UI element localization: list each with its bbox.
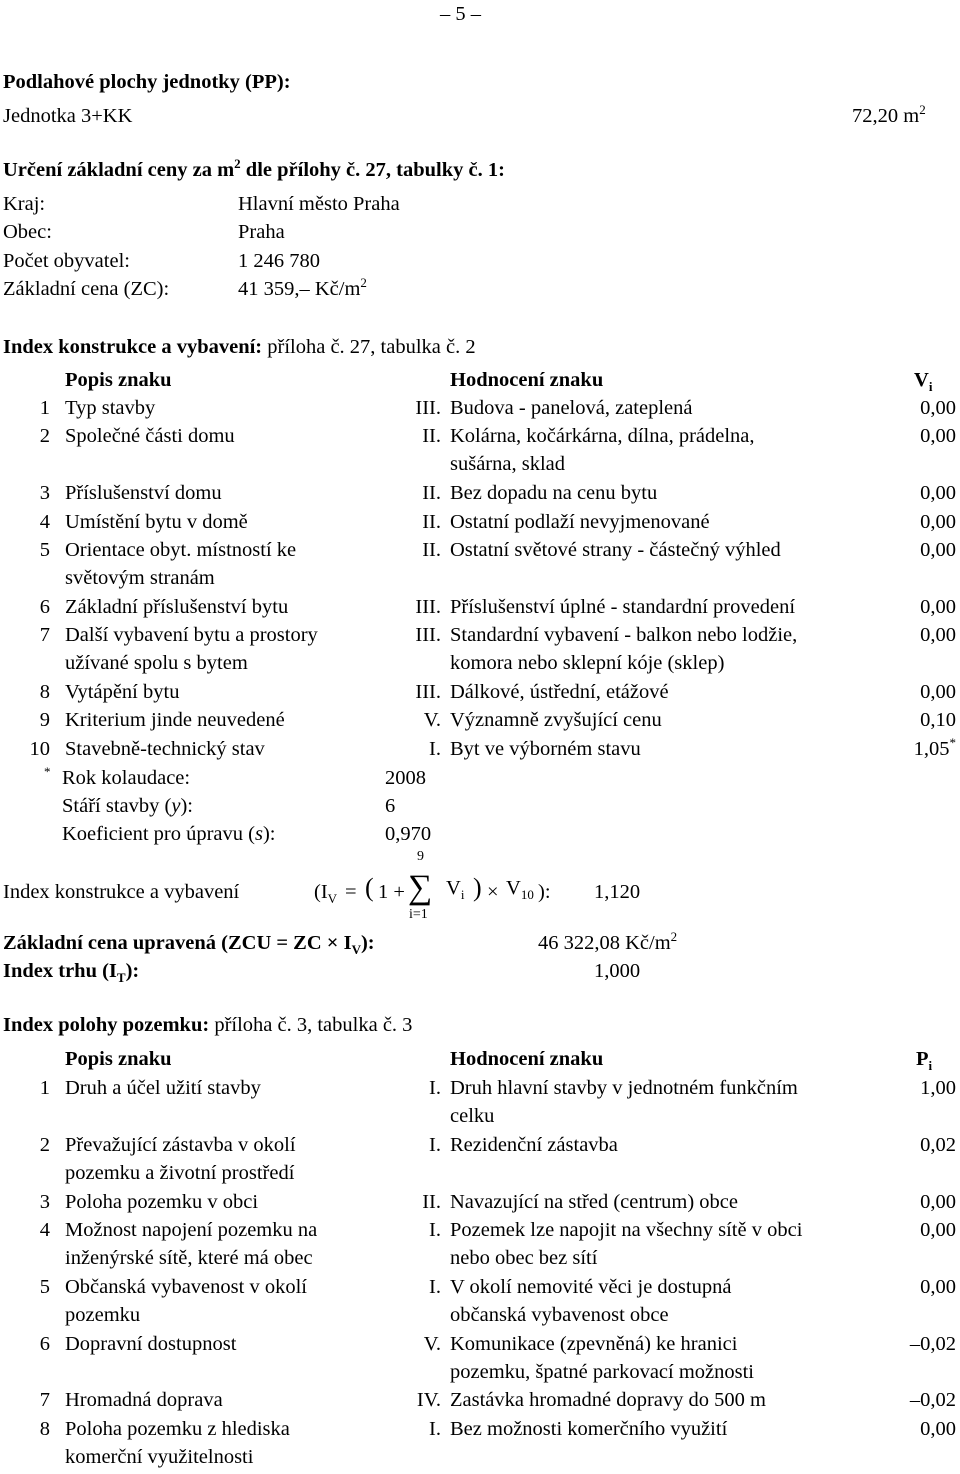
ip-row-name-line: Poloha pozemku v obci — [65, 1190, 259, 1213]
ik-heading: Index konstrukce a vybavení: příloha č. 27, tabulka č. 2 — [3, 336, 476, 358]
ip-row-desc-line: pozemku, špatné parkovací možnosti — [450, 1360, 754, 1383]
ik-row-value-text: 0,00 — [920, 595, 956, 618]
ip-heading: Index polohy pozemku: příloha č. 3, tabulka č. 3 — [3, 1014, 413, 1036]
base-heading: Určení základní ceny za $m^2$ dle přílohy č. 27, tabulky č. 1: — [3, 156, 505, 181]
ip-row-name-line: Druh a účel užití stavby — [65, 1077, 261, 1099]
ip-row-grade: IV. — [416, 1389, 441, 1412]
ik-row-desc — [450, 394, 880, 422]
formula-v10: $V_{10}$ — [506, 877, 534, 903]
ik-row-desc — [450, 678, 880, 706]
ik-row-desc-line: Ostatní světové strany - částečný výhled — [450, 539, 781, 561]
base-label: Kraj: — [3, 193, 46, 215]
ip-row-grade: I. — [429, 1417, 441, 1440]
ik-row — [0, 394, 960, 422]
ip-row-desc-line: Zastávka hromadné dopravy do 500 m — [450, 1389, 766, 1412]
ip-row-number: 1 — [39, 1077, 50, 1099]
ik-row-value — [860, 536, 956, 564]
ip-row-number: 5 — [39, 1275, 50, 1298]
ik-row-name-line: Orientace obyt. místností ke — [65, 539, 297, 561]
ik-row-desc-line: Budova - panelová, zateplená — [450, 397, 693, 419]
kolaudace-value: 2008 — [385, 767, 426, 789]
ip-row-desc — [450, 1216, 880, 1272]
ik-row-desc-line: Ostatní podlaží nevyjmenované — [450, 510, 710, 533]
formula-paren-open: ( — [365, 873, 374, 902]
note-star: * — [44, 764, 51, 779]
ip-row-name-line: Občanská vybavenost v okolí — [65, 1275, 307, 1298]
ip-row-desc-line: Druh hlavní stavby v jednotném funkčním — [450, 1077, 798, 1099]
ip-row-desc-line: Rezidenční zástavba — [450, 1133, 618, 1156]
ip-row-value-text: –0,02 — [909, 1332, 956, 1355]
ik-row-desc — [450, 508, 880, 536]
ip-row-name-line: Možnost napojení pozemku na — [65, 1219, 318, 1241]
ik-row-desc — [450, 735, 880, 763]
ik-row-number: 3 — [39, 482, 50, 505]
ip-row — [0, 1386, 960, 1414]
ip-row — [0, 1188, 960, 1216]
base-value-sup: 2 — [360, 275, 367, 291]
ik-row-value — [860, 508, 956, 536]
ik-row-name-line: Společné části domu — [65, 425, 235, 448]
ik-row-number: 8 — [39, 681, 50, 703]
sum-sign: ∑ — [408, 869, 433, 906]
ik-row-desc-line: Významně zvyšující cenu — [450, 709, 662, 732]
ik-row-desc — [450, 706, 880, 734]
ip-col-popis: Popis znaku — [65, 1048, 172, 1070]
ik-row-number: 9 — [39, 709, 50, 732]
ip-row-name-line: komerční využitelnosti — [65, 1445, 254, 1468]
formula-paren-close: ) — [473, 873, 482, 902]
ip-row-value-text: 1,00 — [920, 1077, 956, 1099]
ik-row-value-text: 1,05 — [913, 737, 950, 760]
ik-row-name-line: Stavebně-technický stav — [65, 737, 265, 760]
base-value — [238, 218, 285, 246]
ip-row-name-line: pozemku a životní prostředí — [65, 1161, 295, 1184]
ip-row-value-text: 0,00 — [920, 1190, 956, 1213]
ip-col-p: $P_i$ — [916, 1048, 933, 1074]
ip-row-desc — [450, 1330, 880, 1386]
ik-row-value — [860, 621, 956, 649]
koef-label: Koeficient pro úpravu (s): — [62, 823, 276, 845]
ip-row — [0, 1330, 960, 1386]
ik-row-name-line: Kriterium jinde neuvedené — [65, 709, 285, 732]
ip-row-grade: V. — [423, 1332, 441, 1355]
ip-row — [0, 1074, 960, 1130]
pp-heading: Podlahové plochy jednotky (PP): — [3, 71, 291, 93]
base-label: Obec: — [3, 221, 52, 243]
ik-row-desc-line: Kolárna, kočárkárna, dílna, prádelna, — [450, 425, 755, 448]
ip-row-desc — [450, 1074, 880, 1130]
ik-row — [0, 735, 960, 763]
ik-row-grade: III. — [415, 624, 441, 647]
sum-top: 9 — [417, 849, 424, 864]
ip-row-desc-line: celku — [450, 1105, 495, 1127]
ik-row-grade: III. — [415, 595, 441, 618]
sum-bottom: i=1 — [409, 907, 428, 922]
ik-row-number: 10 — [29, 737, 50, 760]
ik-row-name-line: Typ stavby — [65, 397, 156, 419]
ik-row-value — [860, 678, 956, 706]
ik-row-desc — [450, 479, 880, 507]
ik-row-number: 7 — [39, 624, 50, 647]
ik-row-desc — [450, 536, 880, 564]
ip-row-number: 2 — [39, 1133, 50, 1156]
ik-row-grade: III. — [415, 681, 441, 703]
ip-row — [0, 1131, 960, 1187]
ip-row-desc — [450, 1273, 880, 1329]
ik-row-name-line: Další vybavení bytu a prostory — [65, 624, 318, 647]
ip-row-desc-line: V okolí nemovité věci je dostupná — [450, 1275, 732, 1298]
ik-row-desc-line: Byt ve výborném stavu — [450, 737, 641, 760]
ik-row-grade: II. — [422, 510, 441, 533]
ip-row-value — [860, 1216, 956, 1244]
ip-row-name-line: Převažující zástavba v okolí — [65, 1133, 296, 1156]
ip-row-value — [860, 1188, 956, 1216]
trh-value: 1,000 — [594, 960, 641, 982]
ik-row-number: 1 — [39, 397, 50, 419]
ip-row-value — [860, 1386, 956, 1414]
ik-row-name-line: Umístění bytu v domě — [65, 510, 248, 533]
ik-row-value-text: 0,00 — [920, 624, 956, 647]
ik-row-name-line: užívané spolu s bytem — [65, 652, 248, 675]
ip-row-name-line: Dopravní dostupnost — [65, 1332, 237, 1355]
ik-row-name-line: světovým stranám — [65, 567, 215, 589]
unit-area: 72,20 $m^2$ — [852, 102, 926, 127]
ik-row-desc-line: Příslušenství úplné - standardní provedení — [450, 595, 796, 618]
ip-row-grade: I. — [429, 1077, 441, 1099]
ip-row-name-line: pozemku — [65, 1303, 141, 1326]
ik-row-grade: I. — [429, 737, 441, 760]
ik-row-grade: II. — [422, 425, 441, 448]
ik-row-value — [860, 479, 956, 507]
ik-row — [0, 621, 960, 677]
ik-row-value — [860, 735, 956, 763]
ik-row-desc-line: Standardní vybavení - balkon nebo lodžie, — [450, 624, 798, 647]
ik-row-number: 2 — [39, 425, 50, 448]
formula-vi: $V_i$ — [446, 877, 465, 903]
ip-row-desc-line: Navazující na střed (centrum) obce — [450, 1190, 739, 1213]
ik-row-name-line: Příslušenství domu — [65, 482, 222, 505]
ip-row-name-line: Hromadná doprava — [65, 1389, 223, 1412]
ik-row-grade: II. — [422, 482, 441, 505]
unit-label: Jednotka 3+KK — [3, 105, 133, 127]
ik-col-popis: Popis znaku — [65, 369, 172, 391]
ip-row-value — [860, 1330, 956, 1358]
ip-row-number: 7 — [39, 1389, 50, 1412]
ik-row-value-text: 0,00 — [920, 425, 956, 448]
ip-row-grade: I. — [429, 1275, 441, 1298]
ip-row-value — [860, 1074, 956, 1102]
ip-row-number: 4 — [39, 1219, 50, 1241]
ik-row-desc-line: sušárna, sklad — [450, 453, 566, 476]
koef-value: 0,970 — [385, 823, 432, 845]
ik-row-value — [860, 593, 956, 621]
ik-row-number: 6 — [39, 595, 50, 618]
ik-row — [0, 706, 960, 734]
ik-row-grade: II. — [422, 539, 441, 561]
ip-row-value-text: 0,00 — [920, 1275, 956, 1298]
ip-row-number: 3 — [39, 1190, 50, 1213]
formula-value: 1,120 — [594, 881, 641, 903]
kolaudace-label: Rok kolaudace: — [62, 767, 191, 789]
ik-row-desc — [450, 422, 880, 478]
ip-row-name-line: inženýrské sítě, které má obec — [65, 1247, 313, 1269]
ip-row-grade: II. — [422, 1190, 441, 1213]
base-value — [238, 190, 400, 218]
page-number: – 5 – — [440, 3, 481, 25]
base-value-text: 41 359,– Kč/m — [238, 278, 361, 300]
ik-row-value-text: 0,00 — [920, 539, 956, 561]
ip-row-desc — [450, 1131, 880, 1159]
ik-row-desc — [450, 621, 880, 677]
ip-row-grade: I. — [429, 1133, 441, 1156]
ik-row-value — [860, 394, 956, 422]
ip-row-value-text: 0,00 — [920, 1417, 956, 1440]
ik-row-value-text: 0,10 — [920, 709, 956, 732]
ip-row-desc-line: nebo obec bez sítí — [450, 1247, 598, 1269]
ip-row-value — [860, 1273, 956, 1301]
ik-row — [0, 593, 960, 621]
ik-row-desc-line: komora nebo sklepní kóje (sklep) — [450, 652, 725, 675]
ip-row-desc-line: Komunikace (zpevněná) ke hranici — [450, 1332, 738, 1355]
ip-row-desc-line: Bez možnosti komerčního využití — [450, 1417, 728, 1440]
base-value — [238, 247, 320, 275]
formula-label: Index konstrukce a vybavení — [3, 881, 240, 903]
ik-row-value — [860, 422, 956, 450]
ip-row-desc — [450, 1415, 880, 1443]
stari-value: 6 — [385, 795, 396, 817]
ik-row-value-text: 0,00 — [920, 397, 956, 419]
formula-times: × — [487, 881, 499, 903]
trh-label: Index trhu $(I_T)$: — [3, 960, 140, 986]
ik-row — [0, 422, 960, 478]
ip-row-name-line: Poloha pozemku z hlediska — [65, 1417, 290, 1440]
ik-row-value-sup: * — [949, 734, 956, 750]
ip-row — [0, 1216, 960, 1272]
ik-row-value-text: 0,00 — [920, 510, 956, 533]
ik-col-v: $V_i$ — [914, 369, 933, 395]
ik-row-number: 4 — [39, 510, 50, 533]
ik-row-grade: V. — [423, 709, 441, 732]
ip-row-value-text: 0,02 — [920, 1133, 956, 1156]
ik-row-name-line: Vytápění bytu — [65, 681, 180, 703]
ik-row-desc-line: Dálkové, ústřední, etážové — [450, 681, 669, 703]
ip-row-number: 6 — [39, 1332, 50, 1355]
zcu-label: Základní cena upravená (ZCU = ZC × $I_V$): — [3, 932, 375, 958]
ip-row-desc-line: občanská vybavenost obce — [450, 1303, 669, 1326]
ik-row-name-line: Základní příslušenství bytu — [65, 595, 289, 618]
ip-row-desc — [450, 1188, 880, 1216]
ip-row-desc — [450, 1386, 880, 1414]
base-value-text: 1 246 780 — [238, 250, 320, 272]
ik-row — [0, 536, 960, 592]
base-value-text: Praha — [238, 221, 285, 243]
ik-row — [0, 678, 960, 706]
ik-col-hodnoceni: Hodnocení znaku — [450, 369, 604, 391]
formula-close: ): — [538, 881, 551, 903]
ip-row — [0, 1273, 960, 1329]
ip-row-value-text: 0,00 — [920, 1219, 956, 1241]
base-label: Základní cena (ZC): — [3, 278, 170, 300]
ik-row-value-text: 0,00 — [920, 482, 956, 505]
ip-row-value — [860, 1415, 956, 1443]
ip-row-number: 8 — [39, 1417, 50, 1440]
ik-row-grade: III. — [415, 397, 441, 419]
ip-col-hodnoceni: Hodnocení znaku — [450, 1048, 604, 1070]
zcu-value: 46 322,08 $Kč/m^2$ — [538, 929, 678, 954]
ip-row-grade: I. — [429, 1219, 441, 1241]
ip-row-value-text: –0,02 — [909, 1389, 956, 1412]
base-value — [238, 275, 367, 303]
ip-row — [0, 1415, 960, 1471]
ik-row-value — [860, 706, 956, 734]
stari-label: Stáří stavby (y): — [62, 795, 193, 817]
base-label: Počet obyvatel: — [3, 250, 130, 272]
ik-row-desc — [450, 593, 880, 621]
formula-eq: = — [345, 881, 357, 903]
ik-row-value-text: 0,00 — [920, 681, 956, 703]
ik-row — [0, 479, 960, 507]
ik-row-number: 5 — [39, 539, 50, 561]
formula-iv: ($I_V$ — [314, 881, 338, 907]
ip-row-desc-line: Pozemek lze napojit na všechny sítě v obci — [450, 1219, 803, 1241]
base-value-text: Hlavní město Praha — [238, 193, 400, 215]
formula-one-plus: 1 + — [378, 881, 405, 903]
ik-row-desc-line: Bez dopadu na cenu bytu — [450, 482, 658, 505]
ik-row — [0, 508, 960, 536]
ip-row-value — [860, 1131, 956, 1159]
